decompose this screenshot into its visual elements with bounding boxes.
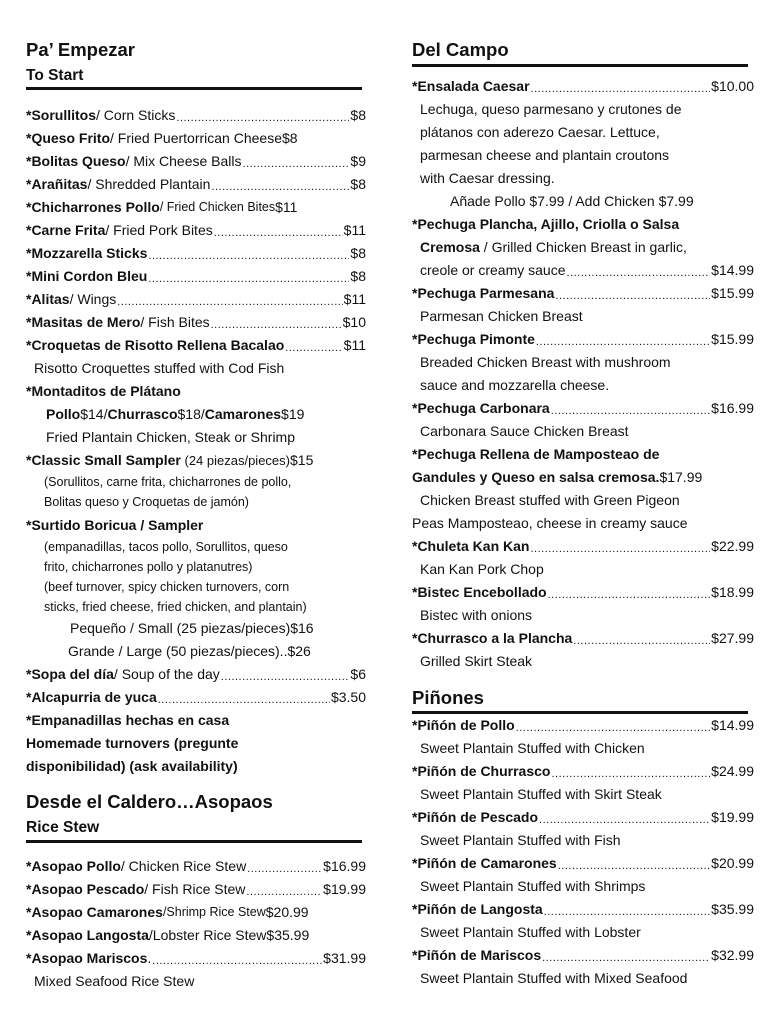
menu-item: *Asopao Pescado / Fish Rice Stew ..... $19.99 [26, 878, 366, 901]
item-description: Sweet Plantain Stuffed with Mixed Seafood [420, 970, 688, 986]
menu-item: *Arañitas / Shredded Plantain ..... $8 [26, 173, 366, 196]
menu-item: *Asopao Pollo / Chicken Rice Stew ..... $16.99 [26, 855, 366, 878]
menu-item-title: Cremosa / Grilled Chicken Breast in garlic, [420, 239, 687, 255]
item-description: Sweet Plantain Stuffed with Fish [420, 832, 621, 848]
menu-item: *Pechuga Parmesana ..... $15.99 [412, 282, 754, 305]
menu-item: *Alcapurria de yuca ..... $3.50 [26, 686, 366, 709]
menu-item: *Pechuga Carbonara ..... $16.99 [412, 397, 754, 420]
item-description: sticks, fried cheese, fried chicken, and plantain) [44, 600, 307, 614]
item-description: Peas Mamposteao, cheese in creamy sauce [412, 515, 688, 531]
section-rule [26, 840, 362, 843]
item-description: frito, chicharrones pollo y platanutres) [44, 560, 253, 574]
item-description: Sweet Plantain Stuffed with Shrimps [420, 878, 646, 894]
menu-item: *Mini Cordon Bleu ..... $8 [26, 265, 366, 288]
menu-item: *Carne Frita / Fried Pork Bites ..... $11 [26, 219, 366, 242]
menu-item-title: *Pechuga Plancha, Ajillo, Criolla o Salsa [412, 216, 680, 232]
item-description: (Sorullitos, carne frita, chicharrones de pollo, [44, 475, 292, 489]
menu-note: *Empanadillas hechas en casa [26, 712, 230, 728]
menu-item: *Piñón de Pollo ..... $14.99 [412, 714, 754, 737]
item-description: Breaded Chicken Breast with mushroom [420, 354, 671, 370]
caldero-menu-list [26, 855, 366, 993]
item-description: (empanadillas, tacos pollo, Sorullitos, queso [44, 540, 288, 554]
section-rule [26, 87, 362, 90]
item-addon: Añade Pollo $7.99 / Add Chicken $7.99 [450, 193, 694, 209]
menu-note: Homemade turnovers (pregunte [26, 735, 239, 751]
menu-item: *Classic Small Sampler (24 piezas/pieces)$15 [26, 452, 314, 468]
menu-item: *Bistec Encebollado ..... $18.99 [412, 581, 754, 604]
menu-item: *Churrasco a la Plancha ..... $27.99 [412, 627, 754, 650]
section-title-campo: Del Campo [412, 39, 509, 60]
section-subtitle-start: To Start [26, 67, 84, 84]
size-option: Pequeño / Small (25 piezas/pieces)$16 [70, 620, 314, 636]
menu-item: *Croquetas de Risotto Rellena Bacalao ..... $11 [26, 334, 366, 357]
menu-item-title: Gandules y Queso en salsa cremosa.$17.99 [412, 469, 703, 485]
menu-item: *Piñón de Pescado ..... $19.99 [412, 806, 754, 829]
menu-item: *Bolitas Queso / Mix Cheese Balls ..... $9 [26, 150, 366, 173]
section-title-caldero: Desde el Caldero…Asopaos [26, 791, 273, 812]
item-description: Bistec with onions [420, 607, 533, 623]
campo-menu-list [412, 75, 754, 673]
pinones-menu-list [412, 714, 754, 990]
size-option: Grande / Large (50 piezas/pieces)..$26 [68, 643, 311, 659]
menu-item-options: Pollo$14/Churrasco$18/Camarones$19 [46, 406, 305, 422]
menu-item: *Alitas / Wings ..... $11 [26, 288, 366, 311]
menu-item-title: *Surtido Boricua / Sampler [26, 517, 204, 533]
menu-item: *Chuleta Kan Kan ..... $22.99 [412, 535, 754, 558]
item-description: Grilled Skirt Steak [420, 653, 533, 669]
item-description: sauce and mozzarella cheese. [420, 377, 610, 393]
start-menu-list [26, 104, 366, 778]
menu-item: *Asopao Camarones /Shrimp Rice Stew $20.99 [26, 904, 309, 920]
menu-item: *Piñón de Mariscos ..... $32.99 [412, 944, 754, 967]
item-description: Sweet Plantain Stuffed with Lobster [420, 924, 641, 940]
section-title-start: Pa’ Empezar [26, 39, 136, 60]
item-description: Kan Kan Pork Chop [420, 561, 544, 577]
item-description: Chicken Breast stuffed with Green Pigeon [420, 492, 680, 508]
item-description: (beef turnover, spicy chicken turnovers, corn [44, 580, 290, 594]
item-description: with Caesar dressing. [420, 170, 555, 186]
menu-item: *Sopa del día / Soup of the day ..... $6 [26, 663, 366, 686]
menu-item: *Chicharrones Pollo / Fried Chicken Bites $11 [26, 199, 298, 215]
item-description: parmesan cheese and plantain croutons [420, 147, 670, 163]
menu-item-title: *Pechuga Rellena de Mamposteao de [412, 446, 660, 462]
item-description: Bolitas queso y Croquetas de jamón) [44, 495, 249, 509]
menu-item: *Mozzarella Sticks ..... $8 [26, 242, 366, 265]
menu-item: *Ensalada Caesar ..... $10.00 [412, 75, 754, 98]
item-description: Parmesan Chicken Breast [420, 308, 583, 324]
menu-item: *Asopao Langosta /Lobster Rice Stew $35.99 [26, 927, 310, 943]
item-description: Risotto Croquettes stuffed with Cod Fish [34, 360, 285, 376]
menu-note: disponibilidad) (ask availability) [26, 758, 238, 774]
section-rule [412, 64, 748, 67]
menu-item: *Asopao Mariscos . ..... $31.99 [26, 947, 366, 970]
item-description: Sweet Plantain Stuffed with Skirt Steak [420, 786, 662, 802]
menu-item-title: *Montaditos de Plátano [26, 383, 181, 399]
menu-item: *Piñón de Churrasco ..... $24.99 [412, 760, 754, 783]
item-description: Sweet Plantain Stuffed with Chicken [420, 740, 645, 756]
item-description: Fried Plantain Chicken, Steak or Shrimp [46, 429, 295, 445]
menu-item: *Queso Frito / Fried Puertorrican Cheese $8 [26, 130, 298, 146]
menu-item: *Sorullitos / Corn Sticks ..... $8 [26, 104, 366, 127]
menu-item-price-line: creole or creamy sauce ..... $14.99 [412, 259, 754, 282]
menu-item: *Pechuga Pimonte ..... $15.99 [412, 328, 754, 351]
section-title-pinones: Piñones [412, 687, 484, 708]
item-description: plátanos con aderezo Caesar. Lettuce, [420, 124, 660, 140]
item-description: Lechuga, queso parmesano y crutones de [420, 101, 682, 117]
menu-item: *Masitas de Mero / Fish Bites ..... $10 [26, 311, 366, 334]
item-description: Mixed Seafood Rice Stew [34, 973, 195, 989]
menu-item: *Piñón de Langosta ..... $35.99 [412, 898, 754, 921]
item-description: Carbonara Sauce Chicken Breast [420, 423, 629, 439]
menu-item: *Piñón de Camarones ..... $20.99 [412, 852, 754, 875]
section-subtitle-caldero: Rice Stew [26, 819, 100, 836]
